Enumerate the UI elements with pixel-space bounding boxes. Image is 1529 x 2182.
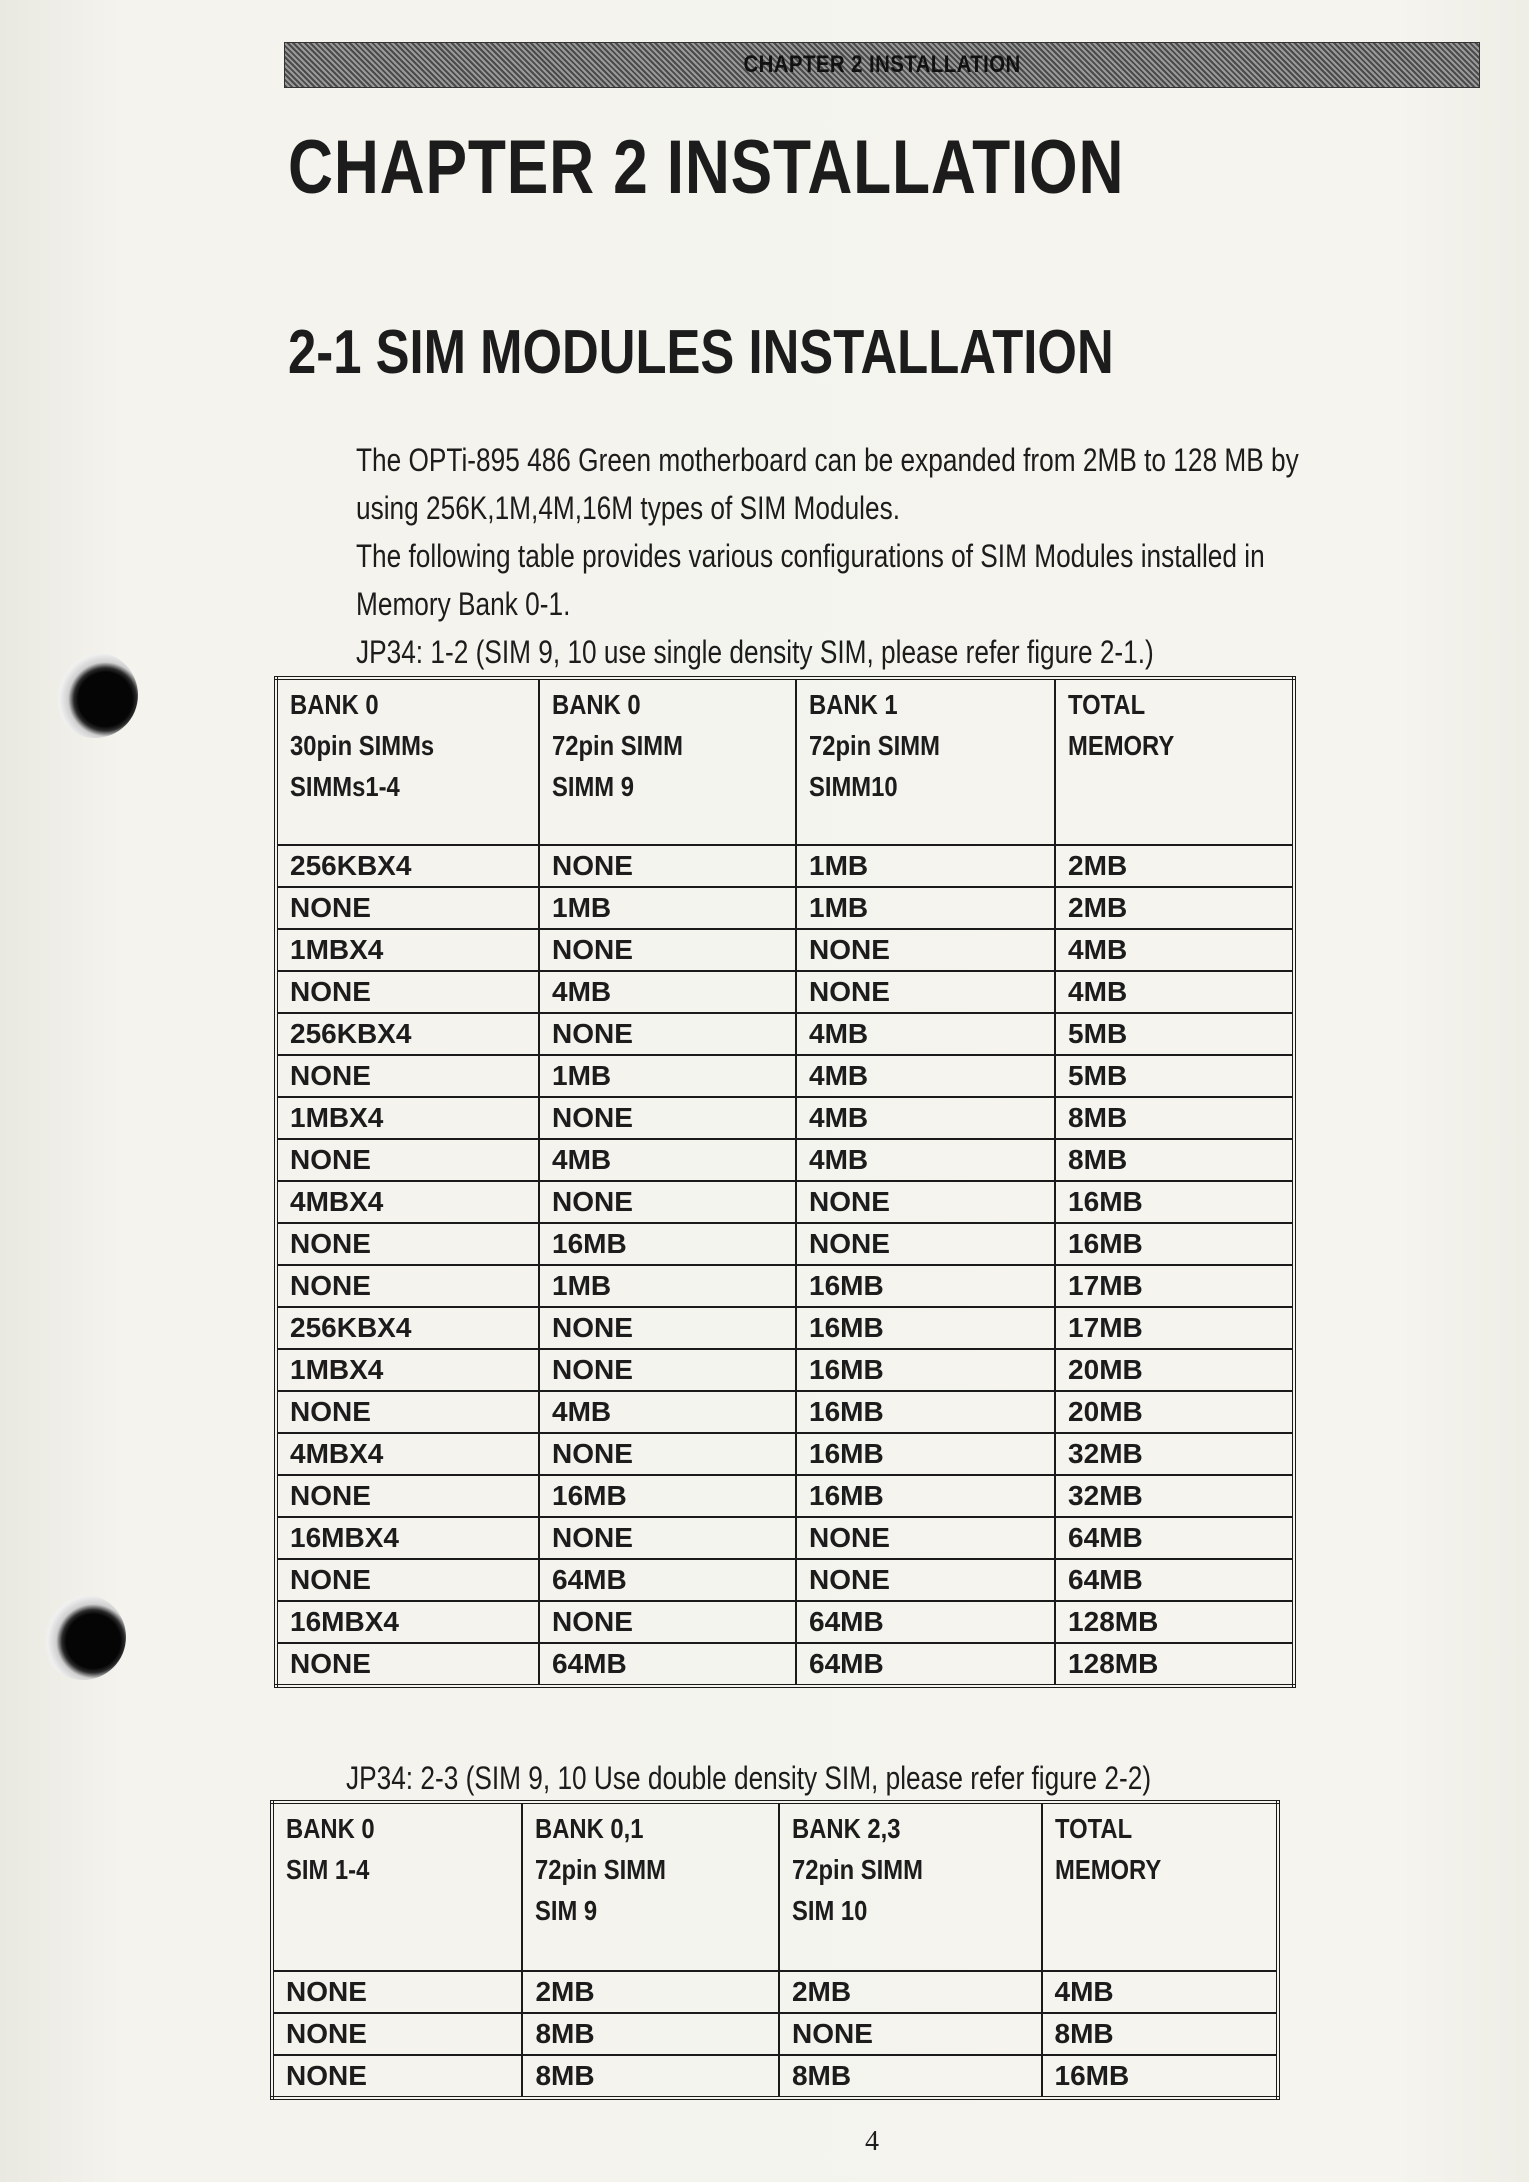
- table-cell: NONE: [539, 845, 796, 887]
- intro-line-1: The OPTi-895 486 Green motherboard can be expanded from 2MB to 128 MB by: [356, 442, 1299, 478]
- header-cell: [522, 1802, 779, 1971]
- table-cell: NONE: [539, 1433, 796, 1475]
- table-cell: 1MBX4: [276, 1097, 539, 1139]
- table-cell: 4MB: [796, 1055, 1055, 1097]
- intro-line-3: The following table provides various configurations of SIM Modules installed in: [356, 538, 1265, 574]
- table-cell: 16MB: [1042, 2055, 1279, 2098]
- table-cell: NONE: [539, 1013, 796, 1055]
- header-line: SIMM10: [809, 771, 898, 802]
- table-cell: NONE: [276, 1475, 539, 1517]
- table-cell: NONE: [539, 1349, 796, 1391]
- table-cell: 64MB: [539, 1559, 796, 1601]
- table-cell: 4MB: [539, 971, 796, 1013]
- header-line: SIM 10: [791, 1895, 868, 1926]
- table-cell: 8MB: [522, 2055, 779, 2098]
- table-cell: 64MB: [539, 1643, 796, 1686]
- table-cell: 16MB: [796, 1307, 1055, 1349]
- table-cell: 4MBX4: [276, 1433, 539, 1475]
- table-cell: 256KBX4: [276, 1307, 539, 1349]
- intro-line-2: using 256K,1M,4M,16M types of SIM Modules.: [356, 490, 901, 526]
- table-cell: 8MB: [522, 2013, 779, 2055]
- table-cell: 64MB: [1055, 1517, 1294, 1559]
- header-cell: [539, 678, 796, 845]
- table-cell: 4MB: [539, 1391, 796, 1433]
- punch-hole-bottom: [40, 1594, 126, 1680]
- table-cell: 4MB: [1055, 929, 1294, 971]
- table-cell: NONE: [276, 1055, 539, 1097]
- table-cell: 1MB: [796, 887, 1055, 929]
- table-cell: NONE: [779, 2013, 1042, 2055]
- table-cell: 64MB: [796, 1643, 1055, 1686]
- table-cell: NONE: [272, 1971, 522, 2013]
- table-cell: 1MB: [539, 1265, 796, 1307]
- table-cell: 8MB: [1055, 1139, 1294, 1181]
- table-cell: 16MB: [796, 1349, 1055, 1391]
- table-header-row: [276, 678, 1294, 845]
- header-line: SIMM 9: [552, 771, 635, 802]
- header-line: 30pin SIMMs: [290, 730, 435, 761]
- table-cell: 4MB: [796, 1013, 1055, 1055]
- table-cell: NONE: [539, 1181, 796, 1223]
- header-line: 72pin SIMM: [535, 1854, 667, 1885]
- header-line: BANK 0: [286, 1813, 375, 1844]
- table-cell: NONE: [272, 2055, 522, 2098]
- page-number: 4: [865, 2126, 879, 2157]
- table-cell: NONE: [276, 971, 539, 1013]
- table-cell: 4MBX4: [276, 1181, 539, 1223]
- table-row: [272, 2055, 1278, 2098]
- header-line: 72pin SIMM: [552, 730, 683, 761]
- table-cell: NONE: [796, 1223, 1055, 1265]
- table-cell: 8MB: [1055, 1097, 1294, 1139]
- table-row: [276, 1097, 1294, 1139]
- header-line: SIMMs1-4: [290, 771, 400, 802]
- table-header-row: [272, 1802, 1278, 1971]
- table-row: [276, 1643, 1294, 1686]
- header-cell: [1042, 1802, 1279, 1971]
- table-cell: 16MB: [539, 1223, 796, 1265]
- header-line: [286, 1890, 521, 1931]
- table-cell: 4MB: [796, 1097, 1055, 1139]
- table-cell: 32MB: [1055, 1475, 1294, 1517]
- header-line: BANK 0: [552, 689, 641, 720]
- header-cell: [272, 1802, 522, 1971]
- table-cell: 20MB: [1055, 1391, 1294, 1433]
- header-cell: [796, 678, 1055, 845]
- table-cell: 1MB: [539, 1055, 796, 1097]
- intro-line-4: Memory Bank 0-1.: [356, 586, 571, 622]
- table-cell: 4MB: [539, 1139, 796, 1181]
- table-cell: 1MBX4: [276, 1349, 539, 1391]
- table-cell: 16MB: [796, 1475, 1055, 1517]
- table-cell: 2MB: [1055, 887, 1294, 929]
- table-cell: 4MB: [796, 1139, 1055, 1181]
- table-row: [276, 1013, 1294, 1055]
- table-row: [272, 1971, 1278, 2013]
- table-cell: NONE: [272, 2013, 522, 2055]
- table-cell: 8MB: [1042, 2013, 1279, 2055]
- table2-caption: JP34: 2-3 (SIM 9, 10 Use double density SIM, please refer figure 2-2): [346, 1760, 1152, 1796]
- table-cell: NONE: [539, 1307, 796, 1349]
- table-cell: NONE: [796, 929, 1055, 971]
- table-cell: NONE: [539, 1601, 796, 1643]
- table-cell: 16MB: [796, 1433, 1055, 1475]
- table-row: [276, 1307, 1294, 1349]
- table-row: [276, 887, 1294, 929]
- header-line: BANK 1: [809, 689, 898, 720]
- table-cell: 1MB: [796, 845, 1055, 887]
- table-row: [276, 1391, 1294, 1433]
- table-row: [276, 1265, 1294, 1307]
- table-cell: NONE: [276, 1139, 539, 1181]
- header-line: [1055, 1890, 1277, 1931]
- table-cell: 17MB: [1055, 1307, 1294, 1349]
- table-row: [276, 1475, 1294, 1517]
- table-cell: 2MB: [522, 1971, 779, 2013]
- table-cell: 16MB: [796, 1391, 1055, 1433]
- table-cell: 256KBX4: [276, 845, 539, 887]
- table-cell: 2MB: [779, 1971, 1042, 2013]
- chapter-title: CHAPTER 2 INSTALLATION: [288, 125, 1125, 210]
- table-cell: 4MB: [1055, 971, 1294, 1013]
- table-cell: 17MB: [1055, 1265, 1294, 1307]
- table-cell: 256KBX4: [276, 1013, 539, 1055]
- table-cell: 32MB: [1055, 1433, 1294, 1475]
- table-row: [276, 971, 1294, 1013]
- table-row: [276, 1181, 1294, 1223]
- table-row: [276, 1517, 1294, 1559]
- table-cell: NONE: [539, 1517, 796, 1559]
- memory-table-double-density: [270, 1800, 1280, 2100]
- header-line: 72pin SIMM: [791, 1854, 923, 1885]
- table-row: [276, 929, 1294, 971]
- table-cell: 128MB: [1055, 1601, 1294, 1643]
- table-cell: 1MBX4: [276, 929, 539, 971]
- section-title: 2-1 SIM MODULES INSTALLATION: [288, 318, 1114, 387]
- table-cell: 16MBX4: [276, 1601, 539, 1643]
- table-cell: NONE: [276, 1223, 539, 1265]
- header-line: MEMORY: [1054, 1854, 1161, 1885]
- header-cell: [1055, 678, 1294, 845]
- table-cell: NONE: [796, 971, 1055, 1013]
- table-cell: 16MB: [1055, 1223, 1294, 1265]
- table-cell: NONE: [539, 929, 796, 971]
- running-head-text: CHAPTER 2 INSTALLATION: [743, 51, 1021, 78]
- table-cell: 1MB: [539, 887, 796, 929]
- table-cell: 16MB: [796, 1265, 1055, 1307]
- memory-table-single-density: [274, 676, 1296, 1688]
- table-row: [276, 845, 1294, 887]
- table-row: [276, 1139, 1294, 1181]
- table-row: [276, 1559, 1294, 1601]
- table-cell: 16MB: [539, 1475, 796, 1517]
- table-cell: NONE: [276, 1391, 539, 1433]
- table-cell: 5MB: [1055, 1055, 1294, 1097]
- table-cell: NONE: [276, 1265, 539, 1307]
- table-row: [272, 2013, 1278, 2055]
- table-cell: NONE: [276, 1559, 539, 1601]
- table-row: [276, 1601, 1294, 1643]
- table-cell: NONE: [796, 1517, 1055, 1559]
- table-cell: 5MB: [1055, 1013, 1294, 1055]
- table-cell: 16MBX4: [276, 1517, 539, 1559]
- header-line: BANK 0,1: [535, 1813, 644, 1844]
- header-line: TOTAL: [1068, 689, 1146, 720]
- header-line: SIM 1-4: [286, 1854, 370, 1885]
- table-cell: 64MB: [1055, 1559, 1294, 1601]
- table-cell: 4MB: [1042, 1971, 1279, 2013]
- table-cell: NONE: [539, 1097, 796, 1139]
- table-row: [276, 1349, 1294, 1391]
- table-cell: 8MB: [779, 2055, 1042, 2098]
- table-cell: NONE: [796, 1181, 1055, 1223]
- table-cell: 128MB: [1055, 1643, 1294, 1686]
- header-line: TOTAL: [1054, 1813, 1132, 1844]
- header-line: BANK 0: [290, 689, 379, 720]
- header-cell: [276, 678, 539, 845]
- table-row: [276, 1433, 1294, 1475]
- table-cell: 20MB: [1055, 1349, 1294, 1391]
- running-head-bar: [284, 42, 1480, 88]
- punch-hole-top: [52, 652, 138, 738]
- table-cell: 64MB: [796, 1601, 1055, 1643]
- table-cell: NONE: [276, 887, 539, 929]
- table-cell: NONE: [276, 1643, 539, 1686]
- table-cell: 16MB: [1055, 1181, 1294, 1223]
- header-cell: [779, 1802, 1042, 1971]
- table-cell: NONE: [796, 1559, 1055, 1601]
- header-line: MEMORY: [1068, 730, 1175, 761]
- header-line: BANK 2,3: [791, 1813, 901, 1844]
- table-row: [276, 1223, 1294, 1265]
- table-cell: 2MB: [1055, 845, 1294, 887]
- header-line: SIM 9: [535, 1895, 598, 1926]
- header-line: 72pin SIMM: [809, 730, 940, 761]
- table-row: [276, 1055, 1294, 1097]
- table1-caption: JP34: 1-2 (SIM 9, 10 use single density SIM, please refer figure 2-1.): [356, 634, 1154, 670]
- header-line: [1068, 766, 1292, 807]
